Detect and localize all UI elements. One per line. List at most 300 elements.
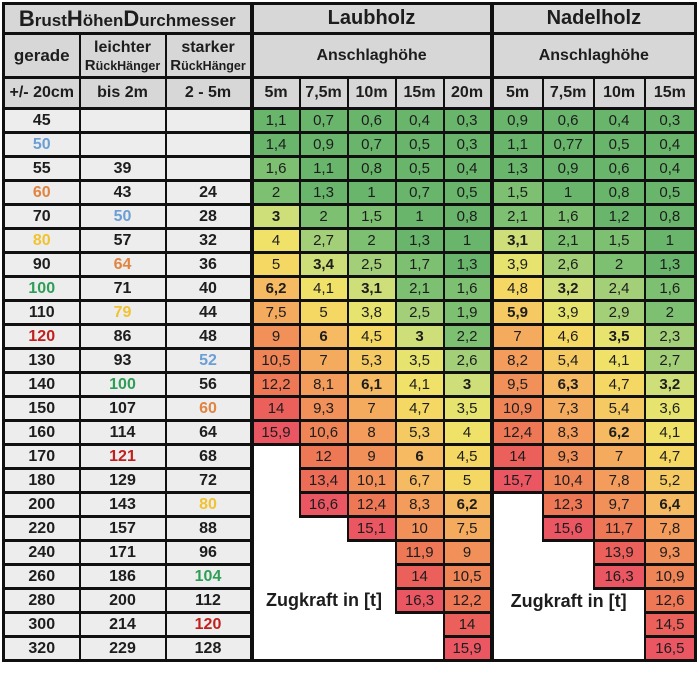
starker-cell: 32 xyxy=(166,229,252,253)
laubholz-cell: 1,9 xyxy=(444,301,492,325)
table-row xyxy=(4,181,696,205)
nadelholz-cell: 14,5 xyxy=(645,613,696,637)
table-row xyxy=(4,109,696,133)
laubholz-cell: 1 xyxy=(348,181,396,205)
laubholz-cell: 0,3 xyxy=(444,109,492,133)
laubholz-cell: 3,8 xyxy=(348,301,396,325)
nadelholz-cell: 5,4 xyxy=(543,349,594,373)
nadelholz-cell: 1 xyxy=(645,229,696,253)
nadelholz-cell: 1 xyxy=(543,181,594,205)
nadelholz-cell: 0,6 xyxy=(543,109,594,133)
gerade-header: gerade xyxy=(4,34,80,78)
empty-cell xyxy=(252,565,300,589)
starker-cell: 96 xyxy=(166,541,252,565)
laubholz-cell: 0,5 xyxy=(444,181,492,205)
nadelholz-cell: 15,6 xyxy=(543,517,594,541)
laubholz-cell: 1,5 xyxy=(348,205,396,229)
leichter-cell: 214 xyxy=(80,613,166,637)
table-row xyxy=(4,325,696,349)
header-row-columns xyxy=(4,78,696,109)
zugkraft-table xyxy=(2,2,697,662)
leichter-label: leichter xyxy=(94,38,151,56)
laubholz-cell: 1,6 xyxy=(252,157,300,181)
nadelholz-cell: 3,5 xyxy=(594,325,645,349)
laubholz-cell: 3 xyxy=(396,325,444,349)
laubholz-cell: 3,5 xyxy=(396,349,444,373)
laubholz-cell: 10,1 xyxy=(348,469,396,493)
nadelholz-cell: 14 xyxy=(492,445,543,469)
leichter-cell: 39 xyxy=(80,157,166,181)
empty-cell xyxy=(492,541,543,565)
laubholz-cell: 1,4 xyxy=(252,133,300,157)
empty-cell xyxy=(300,517,348,541)
table-row xyxy=(4,229,696,253)
laubholz-cell: 16,3 xyxy=(396,589,444,613)
laubholz-cell: 2,1 xyxy=(396,277,444,301)
bhd-cell: 170 xyxy=(4,445,80,469)
laubholz-cell: 7 xyxy=(300,349,348,373)
nadelholz-cell: 0,3 xyxy=(645,109,696,133)
laubholz-cell: 6 xyxy=(396,445,444,469)
nadelholz-cell: 3,9 xyxy=(543,301,594,325)
nadelholz-cell: 2,1 xyxy=(492,205,543,229)
bhd-cell: 80 xyxy=(4,229,80,253)
laubholz-cell: 1,3 xyxy=(444,253,492,277)
laubholz-cell: 12,2 xyxy=(444,589,492,613)
empty-cell xyxy=(396,637,444,661)
header-row-titles xyxy=(4,4,696,34)
laubholz-cell: 10 xyxy=(396,517,444,541)
empty-cell xyxy=(543,541,594,565)
laubholz-cell: 0,4 xyxy=(444,157,492,181)
laubholz-cell: 16,6 xyxy=(300,493,348,517)
laubholz-cell: 0,7 xyxy=(300,109,348,133)
leichter-cell: 107 xyxy=(80,397,166,421)
nadelholz-cell: 2,3 xyxy=(645,325,696,349)
nadelholz-cell: 2,4 xyxy=(594,277,645,301)
rueckhaenger-label: RückHänger xyxy=(84,56,161,74)
laubholz-cell: 0,4 xyxy=(396,109,444,133)
table-row xyxy=(4,205,696,229)
nadelholz-cell: 5,9 xyxy=(492,301,543,325)
laubholz-cell: 6,7 xyxy=(396,469,444,493)
rueckhaenger-label: RückHänger xyxy=(170,56,246,74)
nadelholz-cell: 2,7 xyxy=(645,349,696,373)
nadelholz-cell: 6,4 xyxy=(645,493,696,517)
nadelholz-cell: 5,2 xyxy=(645,469,696,493)
table-row xyxy=(4,613,696,637)
nadelholz-cell: 0,9 xyxy=(543,157,594,181)
laubholz-header: Laubholz xyxy=(252,4,492,34)
nadelholz-cell: 1,2 xyxy=(594,205,645,229)
bhd-cell: 160 xyxy=(4,421,80,445)
laubholz-cell: 9 xyxy=(252,325,300,349)
leichter-cell: 64 xyxy=(80,253,166,277)
empty-cell xyxy=(594,637,645,661)
starker-cell: 120 xyxy=(166,613,252,637)
bhd-cell: 45 xyxy=(4,109,80,133)
laubholz-cell: 4 xyxy=(252,229,300,253)
starker-cell: 24 xyxy=(166,181,252,205)
table-row xyxy=(4,469,696,493)
bhd-cell: 110 xyxy=(4,301,80,325)
starker-cell: 80 xyxy=(166,493,252,517)
empty-cell xyxy=(348,637,396,661)
nadelholz-cell: 4,1 xyxy=(594,349,645,373)
laubholz-cell: 6 xyxy=(300,325,348,349)
nadelholz-cell: 7 xyxy=(492,325,543,349)
laubholz-cell: 9,3 xyxy=(300,397,348,421)
col-header-laub-10m: 10m xyxy=(348,78,396,109)
nadelholz-cell: 1,5 xyxy=(492,181,543,205)
laubholz-cell: 4,5 xyxy=(348,325,396,349)
nadelholz-cell: 9,3 xyxy=(543,445,594,469)
nadelholz-cell: 0,5 xyxy=(645,181,696,205)
laubholz-cell: 12,4 xyxy=(348,493,396,517)
laubholz-cell: 4 xyxy=(444,421,492,445)
table-row xyxy=(4,397,696,421)
laubholz-cell: 12,2 xyxy=(252,373,300,397)
laubholz-cell: 10,5 xyxy=(252,349,300,373)
laubholz-cell: 0,7 xyxy=(396,181,444,205)
nadelholz-cell: 6,2 xyxy=(594,421,645,445)
laubholz-cell: 5 xyxy=(300,301,348,325)
table-row xyxy=(4,133,696,157)
zugkraft-label: Zugkraft in [t] xyxy=(252,589,396,613)
header-row-groups xyxy=(4,34,696,78)
empty-cell xyxy=(543,637,594,661)
nadelholz-cell: 16,5 xyxy=(645,637,696,661)
table-row xyxy=(4,565,696,589)
nadelholz-cell: 12,3 xyxy=(543,493,594,517)
table-row xyxy=(4,253,696,277)
starker-cell: 104 xyxy=(166,565,252,589)
leichter-cell: 186 xyxy=(80,565,166,589)
leichter-cell: 114 xyxy=(80,421,166,445)
bhd-cell: 320 xyxy=(4,637,80,661)
bhd-cell: 70 xyxy=(4,205,80,229)
nadelholz-cell: 2 xyxy=(645,301,696,325)
leichter-rueckhaenger-header xyxy=(80,34,166,78)
table-row xyxy=(4,541,696,565)
laubholz-cell: 4,7 xyxy=(396,397,444,421)
laubholz-cell: 1,3 xyxy=(300,181,348,205)
laubholz-cell: 2,6 xyxy=(444,349,492,373)
laubholz-cell: 1 xyxy=(396,205,444,229)
leichter-cell: 171 xyxy=(80,541,166,565)
leichter-cell: 200 xyxy=(80,589,166,613)
starker-cell: 64 xyxy=(166,421,252,445)
laubholz-cell: 9 xyxy=(444,541,492,565)
col-header-laub-15m: 15m xyxy=(396,78,444,109)
laubholz-cell: 1,7 xyxy=(396,253,444,277)
bhd-cell: 90 xyxy=(4,253,80,277)
laubholz-cell: 1,3 xyxy=(396,229,444,253)
laubholz-cell: 0,5 xyxy=(396,157,444,181)
bhd-cell: 280 xyxy=(4,589,80,613)
empty-cell xyxy=(348,613,396,637)
empty-cell xyxy=(492,613,543,637)
col-header-laub-5m: 5m xyxy=(252,78,300,109)
leichter-cell: 86 xyxy=(80,325,166,349)
nadelholz-cell: 2,9 xyxy=(594,301,645,325)
bhd-cell: 120 xyxy=(4,325,80,349)
empty-cell xyxy=(492,637,543,661)
bhd-cell: 200 xyxy=(4,493,80,517)
leichter-cell: 157 xyxy=(80,517,166,541)
starker-label: starker xyxy=(181,38,235,56)
empty-cell xyxy=(348,541,396,565)
laubholz-cell: 0,5 xyxy=(396,133,444,157)
nadelholz-cell: 0,4 xyxy=(594,109,645,133)
bhd-cell: 50 xyxy=(4,133,80,157)
table-row xyxy=(4,445,696,469)
nadelholz-cell: 4,1 xyxy=(645,421,696,445)
laubholz-cell: 1 xyxy=(444,229,492,253)
laubholz-cell: 3,1 xyxy=(348,277,396,301)
empty-cell xyxy=(252,637,300,661)
laubholz-cell: 5,3 xyxy=(396,421,444,445)
col-header-bhd: +/- 20cm xyxy=(4,78,80,109)
bhd-cell: 260 xyxy=(4,565,80,589)
table-row xyxy=(4,373,696,397)
nadelholz-cell: 0,5 xyxy=(594,133,645,157)
laubholz-cell: 15,1 xyxy=(348,517,396,541)
bhd-cell: 130 xyxy=(4,349,80,373)
table-row xyxy=(4,349,696,373)
laubholz-cell: 0,6 xyxy=(348,109,396,133)
starker-cell: 56 xyxy=(166,373,252,397)
leichter-cell: 79 xyxy=(80,301,166,325)
nadelholz-cell: 4,7 xyxy=(594,373,645,397)
nadelholz-cell: 3,1 xyxy=(492,229,543,253)
table-row xyxy=(4,517,696,541)
nadelholz-cell: 3,6 xyxy=(645,397,696,421)
laubholz-cell: 15,9 xyxy=(252,421,300,445)
anschlaghoehe-laubholz-header: Anschlaghöhe xyxy=(252,34,492,78)
bhd-cell: 55 xyxy=(4,157,80,181)
starker-cell: 60 xyxy=(166,397,252,421)
starker-cell xyxy=(166,157,252,181)
laubholz-cell: 14 xyxy=(444,613,492,637)
leichter-cell: 57 xyxy=(80,229,166,253)
laubholz-cell: 2,2 xyxy=(444,325,492,349)
nadelholz-cell: 3,9 xyxy=(492,253,543,277)
laubholz-cell: 3,5 xyxy=(444,397,492,421)
empty-cell xyxy=(252,469,300,493)
laubholz-cell: 0,7 xyxy=(348,133,396,157)
nadelholz-cell: 9,5 xyxy=(492,373,543,397)
starker-cell: 68 xyxy=(166,445,252,469)
nadelholz-header: Nadelholz xyxy=(492,4,696,34)
starker-cell: 128 xyxy=(166,637,252,661)
col-header-nadel-10m: 10m xyxy=(594,78,645,109)
laubholz-cell: 6,2 xyxy=(252,277,300,301)
laubholz-cell: 7 xyxy=(348,397,396,421)
nadelholz-cell: 6,3 xyxy=(543,373,594,397)
leichter-cell: 229 xyxy=(80,637,166,661)
anschlaghoehe-nadelholz-header: Anschlaghöhe xyxy=(492,34,696,78)
laubholz-cell: 12 xyxy=(300,445,348,469)
empty-cell xyxy=(300,637,348,661)
leichter-cell: 93 xyxy=(80,349,166,373)
laubholz-cell: 3,4 xyxy=(300,253,348,277)
empty-cell xyxy=(492,565,543,589)
laubholz-cell: 4,1 xyxy=(300,277,348,301)
nadelholz-cell: 3,2 xyxy=(543,277,594,301)
nadelholz-cell: 4,7 xyxy=(645,445,696,469)
starker-cell: 52 xyxy=(166,349,252,373)
col-header-laub-20m: 20m xyxy=(444,78,492,109)
nadelholz-cell: 15,7 xyxy=(492,469,543,493)
nadelholz-cell: 4,8 xyxy=(492,277,543,301)
laubholz-cell: 2 xyxy=(300,205,348,229)
empty-cell xyxy=(543,613,594,637)
nadelholz-cell: 1,5 xyxy=(594,229,645,253)
nadelholz-cell: 1,3 xyxy=(645,253,696,277)
empty-cell xyxy=(300,565,348,589)
laubholz-cell: 2 xyxy=(348,229,396,253)
empty-cell xyxy=(252,493,300,517)
nadelholz-cell: 0,8 xyxy=(645,205,696,229)
empty-cell xyxy=(594,613,645,637)
nadelholz-cell: 3,2 xyxy=(645,373,696,397)
laubholz-cell: 11,9 xyxy=(396,541,444,565)
nadelholz-cell: 5,4 xyxy=(594,397,645,421)
laubholz-cell: 13,4 xyxy=(300,469,348,493)
laubholz-cell: 8 xyxy=(348,421,396,445)
nadelholz-cell: 0,4 xyxy=(645,157,696,181)
nadelholz-cell: 0,9 xyxy=(492,109,543,133)
col-header-nadel-7-5m: 7,5m xyxy=(543,78,594,109)
laubholz-cell: 9 xyxy=(348,445,396,469)
laubholz-cell: 4,1 xyxy=(396,373,444,397)
bhd-cell: 150 xyxy=(4,397,80,421)
nadelholz-cell: 9,7 xyxy=(594,493,645,517)
nadelholz-cell: 13,9 xyxy=(594,541,645,565)
laubholz-cell: 0,8 xyxy=(348,157,396,181)
table-row xyxy=(4,589,696,613)
starker-cell: 48 xyxy=(166,325,252,349)
nadelholz-cell: 0,77 xyxy=(543,133,594,157)
col-header-nadel-5m: 5m xyxy=(492,78,543,109)
col-header-nadel-15m: 15m xyxy=(645,78,696,109)
laubholz-cell: 6,2 xyxy=(444,493,492,517)
table-row xyxy=(4,277,696,301)
table-row xyxy=(4,637,696,661)
nadelholz-cell: 12,6 xyxy=(645,589,696,613)
laubholz-cell: 3 xyxy=(444,373,492,397)
table-row xyxy=(4,421,696,445)
laubholz-cell: 8,3 xyxy=(396,493,444,517)
nadelholz-cell: 7,8 xyxy=(645,517,696,541)
bhd-cell: 180 xyxy=(4,469,80,493)
nadelholz-cell: 7 xyxy=(594,445,645,469)
table-body xyxy=(4,109,696,661)
nadelholz-cell: 2,1 xyxy=(543,229,594,253)
empty-cell xyxy=(252,541,300,565)
laubholz-cell: 1,6 xyxy=(444,277,492,301)
table-row xyxy=(4,301,696,325)
table-row xyxy=(4,157,696,181)
bhd-title-part: Höhen xyxy=(66,5,124,31)
laubholz-cell: 0,9 xyxy=(300,133,348,157)
starker-rueckhaenger-header xyxy=(166,34,252,78)
nadelholz-cell: 10,9 xyxy=(645,565,696,589)
starker-cell: 44 xyxy=(166,301,252,325)
empty-cell xyxy=(492,517,543,541)
laubholz-cell: 10,6 xyxy=(300,421,348,445)
nadelholz-cell: 8,3 xyxy=(543,421,594,445)
bhd-title-part: Brust xyxy=(18,5,67,31)
bhd-cell: 220 xyxy=(4,517,80,541)
starker-cell xyxy=(166,133,252,157)
leichter-cell xyxy=(80,133,166,157)
leichter-cell: 50 xyxy=(80,205,166,229)
leichter-cell: 71 xyxy=(80,277,166,301)
leichter-cell: 129 xyxy=(80,469,166,493)
nadelholz-cell: 10,9 xyxy=(492,397,543,421)
nadelholz-cell: 1,6 xyxy=(543,205,594,229)
nadelholz-cell: 10,4 xyxy=(543,469,594,493)
col-header-leichter: bis 2m xyxy=(80,78,166,109)
nadelholz-cell: 12,4 xyxy=(492,421,543,445)
bhd-title-part: Durchmesser xyxy=(123,5,236,31)
starker-cell: 36 xyxy=(166,253,252,277)
nadelholz-cell: 0,8 xyxy=(594,181,645,205)
laubholz-cell: 2,5 xyxy=(396,301,444,325)
nadelholz-cell: 0,6 xyxy=(594,157,645,181)
zugkraft-label: Zugkraft in [t] xyxy=(492,589,645,613)
starker-cell: 40 xyxy=(166,277,252,301)
nadelholz-cell: 8,2 xyxy=(492,349,543,373)
nadelholz-cell: 7,3 xyxy=(543,397,594,421)
empty-cell xyxy=(300,541,348,565)
empty-cell xyxy=(492,493,543,517)
laubholz-cell: 2,7 xyxy=(300,229,348,253)
empty-cell xyxy=(252,445,300,469)
empty-cell xyxy=(252,517,300,541)
starker-cell: 28 xyxy=(166,205,252,229)
bhd-cell: 100 xyxy=(4,277,80,301)
laubholz-cell: 10,5 xyxy=(444,565,492,589)
nadelholz-cell: 11,7 xyxy=(594,517,645,541)
nadelholz-cell: 1,1 xyxy=(492,133,543,157)
nadelholz-cell: 2 xyxy=(594,253,645,277)
starker-cell: 72 xyxy=(166,469,252,493)
laubholz-cell: 15,9 xyxy=(444,637,492,661)
laubholz-cell: 1,1 xyxy=(252,109,300,133)
laubholz-cell: 2 xyxy=(252,181,300,205)
col-header-starker: 2 - 5m xyxy=(166,78,252,109)
nadelholz-cell: 4,6 xyxy=(543,325,594,349)
laubholz-cell: 7,5 xyxy=(252,301,300,325)
table-row xyxy=(4,493,696,517)
laubholz-cell: 0,3 xyxy=(444,133,492,157)
nadelholz-cell: 2,6 xyxy=(543,253,594,277)
leichter-cell xyxy=(80,109,166,133)
laubholz-cell: 2,5 xyxy=(348,253,396,277)
col-header-laub-7-5m: 7,5m xyxy=(300,78,348,109)
bhd-cell: 140 xyxy=(4,373,80,397)
starker-cell: 88 xyxy=(166,517,252,541)
bhd-title xyxy=(4,4,252,34)
leichter-cell: 100 xyxy=(80,373,166,397)
empty-cell xyxy=(543,565,594,589)
laubholz-cell: 3 xyxy=(252,205,300,229)
laubholz-cell: 5 xyxy=(252,253,300,277)
nadelholz-cell: 16,3 xyxy=(594,565,645,589)
